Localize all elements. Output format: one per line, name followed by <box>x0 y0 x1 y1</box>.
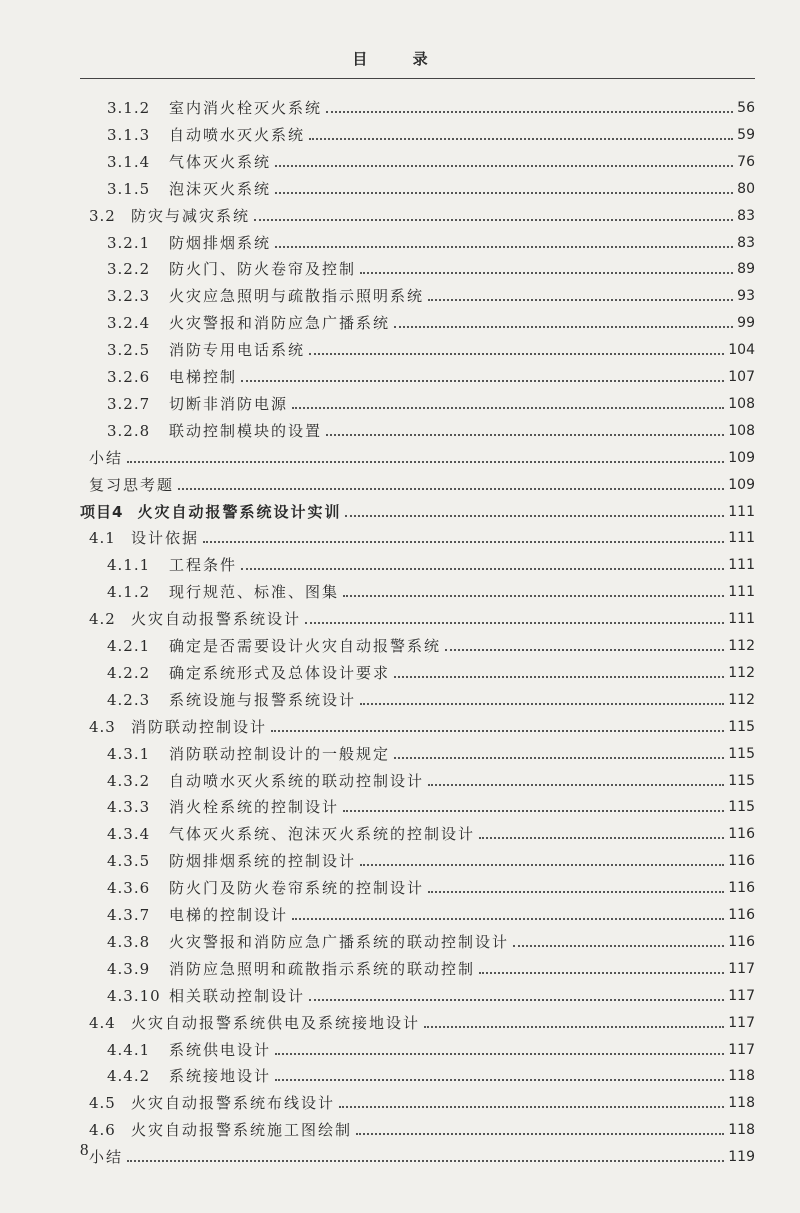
toc-entry-title: 防火门及防火卷帘系统的控制设计 <box>169 879 425 898</box>
toc-leader-dots <box>309 138 733 140</box>
toc-entry <box>107 657 755 683</box>
toc-entry-title: 火灾警报和消防应急广播系统的联动控制设计 <box>169 932 510 951</box>
toc-entry-title: 电梯的控制设计 <box>169 906 289 924</box>
header-rule <box>80 78 755 79</box>
toc-entry-title: 确定是否需要设计火灾自动报警系统 <box>169 637 442 655</box>
toc-leader-dots <box>275 165 733 167</box>
toc-entry-page: 76 <box>737 153 755 170</box>
toc-entry-number: 4.3.4 <box>107 825 151 844</box>
toc-leader-dots <box>127 461 724 463</box>
toc-leader-dots <box>479 837 724 839</box>
toc-entry-title: 相关联动控制设计 <box>169 986 306 1005</box>
toc-entry <box>107 899 755 925</box>
toc-entry-number: 4.4.2 <box>107 1067 151 1086</box>
toc-entry-title: 联动控制模块的设置 <box>169 421 323 440</box>
toc-entry <box>89 711 755 737</box>
toc-entry-page: 115 <box>728 718 755 735</box>
toc-entry <box>107 92 755 118</box>
toc-leader-dots <box>203 541 724 543</box>
toc-leader-dots <box>178 488 724 490</box>
toc-leader-dots <box>445 649 724 651</box>
toc-entry-number: 4.3.2 <box>107 771 151 790</box>
toc-entry-title: 电梯控制 <box>169 368 238 386</box>
toc-entry-number: 4.3.8 <box>107 932 151 951</box>
toc-leader-dots <box>479 972 724 974</box>
toc-entry-page: 112 <box>728 638 755 654</box>
toc-leader-dots <box>428 891 724 893</box>
toc-entry-number: 4.3.10 <box>107 986 161 1005</box>
toc-leader-dots <box>394 676 724 678</box>
toc-entry-title: 室内消火栓灭火系统 <box>169 99 323 117</box>
toc-entry <box>107 818 755 844</box>
toc-entry <box>107 146 755 172</box>
toc-entry-number: 3.1.5 <box>107 179 151 198</box>
toc-entry-title: 消火栓系统的控制设计 <box>169 798 340 817</box>
toc-entry-number: 4.3.9 <box>107 959 151 978</box>
toc-entry <box>89 522 755 548</box>
toc-leader-dots <box>305 622 724 624</box>
toc-entry-title: 消防联动控制设计 <box>131 717 268 736</box>
toc-leader-dots <box>275 1053 724 1055</box>
toc-entry-title: 复习思考题 <box>89 475 175 494</box>
toc-entry <box>107 307 755 333</box>
toc-entry-page: 116 <box>728 826 755 843</box>
toc-entry-number: 4.5 <box>89 1094 116 1113</box>
toc-entry-title: 防烟排烟系统的控制设计 <box>169 852 357 871</box>
toc-entry-number: 项目4 <box>80 502 124 521</box>
toc-entry-number: 4.4.1 <box>107 1040 151 1059</box>
toc-leader-dots <box>428 784 724 786</box>
toc-entry-title: 气体灭火系统、泡沫灭火系统的控制设计 <box>169 825 476 844</box>
toc-leader-dots <box>339 1106 724 1108</box>
toc-entry-number: 4.2.2 <box>107 663 151 682</box>
toc-entry-page: 116 <box>728 880 755 897</box>
toc-leader-dots <box>241 380 724 382</box>
toc-entry <box>107 684 755 710</box>
toc-entry-page: 93 <box>737 288 755 305</box>
toc-entry <box>89 469 755 495</box>
toc-entry <box>89 1114 755 1140</box>
toc-entry <box>107 388 755 414</box>
toc-leader-dots <box>326 111 733 113</box>
toc-entry <box>107 765 755 791</box>
toc-entry-title: 防火门、防火卷帘及控制 <box>169 260 357 279</box>
toc-entry-number: 3.1.4 <box>107 152 151 171</box>
toc-entry-page: 116 <box>728 907 755 923</box>
toc-entry-title: 火灾自动报警系统设计实训 <box>137 502 342 521</box>
toc-entry-page: 89 <box>737 261 755 278</box>
toc-entry <box>107 253 755 279</box>
toc-leader-dots <box>428 299 733 301</box>
toc-leader-dots <box>275 246 733 248</box>
toc-entry <box>89 603 755 629</box>
toc-entry-title: 设计依据 <box>131 529 200 548</box>
toc-entry-page: 99 <box>737 315 755 332</box>
toc-entry <box>107 280 755 306</box>
toc-entry-page: 112 <box>728 664 755 681</box>
toc-entry-page: 83 <box>737 234 755 251</box>
toc-leader-dots <box>271 730 724 732</box>
toc-entry-number: 3.2.8 <box>107 421 151 440</box>
toc-entry <box>107 872 755 898</box>
toc-leader-dots <box>394 757 724 759</box>
toc-entry <box>107 549 755 575</box>
toc-entry-number: 4.3.3 <box>107 798 151 817</box>
toc-entry-page: 118 <box>728 1068 755 1085</box>
toc-entry-number: 4.2 <box>89 610 116 629</box>
toc-leader-dots <box>241 568 724 570</box>
toc-entry <box>107 119 755 145</box>
toc-entry-title: 系统供电设计 <box>169 1040 272 1059</box>
toc-entry-title: 切断非消防电源 <box>169 394 289 413</box>
toc-entry-number: 4.3.5 <box>107 852 151 871</box>
toc-leader-dots <box>292 407 724 409</box>
toc-entry-page: 56 <box>737 100 755 116</box>
toc-entry-page: 115 <box>728 799 755 816</box>
toc-entry-title: 火灾自动报警系统施工图绘制 <box>131 1121 353 1140</box>
toc-entry-title: 消防专用电话系统 <box>169 341 306 360</box>
toc-leader-dots <box>356 1133 724 1135</box>
toc-entry <box>89 1141 755 1167</box>
toc-entry <box>107 845 755 871</box>
toc-entry-page: 107 <box>728 369 755 385</box>
toc-leader-dots <box>513 945 724 947</box>
toc-entry <box>107 415 755 441</box>
toc-entry <box>107 361 755 387</box>
toc-entry <box>107 1034 755 1060</box>
toc-leader-dots <box>275 1079 724 1081</box>
toc-entry <box>80 496 755 522</box>
toc-entry-number: 4.6 <box>89 1121 116 1140</box>
toc-entry <box>89 442 755 468</box>
toc-entry-title: 火灾自动报警系统布线设计 <box>131 1094 336 1113</box>
toc-entry-number: 3.2.5 <box>107 341 151 360</box>
toc-entry <box>107 227 755 253</box>
toc-entry-page: 118 <box>728 1122 755 1139</box>
page-number: 8 <box>80 1140 89 1159</box>
toc-entry-number: 4.3.7 <box>107 906 151 924</box>
toc-entry-number: 3.2.2 <box>107 260 151 279</box>
toc-entry-title: 火灾自动报警系统设计 <box>131 610 302 629</box>
toc-entry-title: 消防联动控制设计的一般规定 <box>169 744 391 763</box>
toc-entry-page: 116 <box>728 933 755 950</box>
toc-entry-title: 系统设施与报警系统设计 <box>169 690 357 709</box>
toc-entry-number: 4.2.1 <box>107 637 151 655</box>
toc-leader-dots <box>345 515 724 517</box>
toc-entry-page: 59 <box>737 126 755 143</box>
toc-entry-page: 111 <box>728 557 755 574</box>
toc-entry-title: 防烟排烟系统 <box>169 233 272 252</box>
toc-entry-page: 117 <box>728 960 755 977</box>
toc-entry <box>107 980 755 1006</box>
toc-entry-title: 火灾应急照明与疏散指示照明系统 <box>169 287 425 306</box>
toc-entry-title: 自动喷水灭火系统的联动控制设计 <box>169 771 425 790</box>
toc-entry-page: 104 <box>728 342 755 359</box>
toc-entry-title: 防灾与减灾系统 <box>131 206 251 225</box>
toc-leader-dots <box>360 272 733 274</box>
toc-entry <box>107 926 755 952</box>
toc-entry-title: 火灾警报和消防应急广播系统 <box>169 314 391 333</box>
toc-entry-number: 3.2.3 <box>107 287 151 306</box>
toc-entry-page: 111 <box>728 530 755 547</box>
toc-entry-title: 确定系统形式及总体设计要求 <box>169 663 391 682</box>
toc-entry-number: 3.2.1 <box>107 233 151 252</box>
toc-entry-number: 3.2.6 <box>107 368 151 386</box>
page-header-title: 目 录 <box>352 50 448 68</box>
toc-entry-title: 小结 <box>89 448 124 467</box>
toc-entry-number: 3.2.4 <box>107 314 151 333</box>
toc-entry-title: 工程条件 <box>169 556 238 575</box>
toc-entry-number: 3.1.2 <box>107 99 151 117</box>
toc-entry-page: 115 <box>728 745 755 762</box>
toc-entry <box>107 630 755 656</box>
toc-entry <box>107 1060 755 1086</box>
toc-entry-page: 117 <box>728 1014 755 1031</box>
toc-leader-dots <box>309 999 724 1001</box>
toc-entry-number: 3.2.7 <box>107 394 151 413</box>
toc-entry-number: 3.2 <box>89 206 116 225</box>
toc-entry-title: 气体灭火系统 <box>169 152 272 171</box>
toc-entry <box>107 791 755 817</box>
toc-entry-title: 泡沫灭火系统 <box>169 179 272 198</box>
toc-entry-number: 4.1.1 <box>107 556 151 575</box>
toc-entry-title: 现行规范、标准、图集 <box>169 583 340 602</box>
toc-entry <box>107 334 755 360</box>
toc-entry <box>89 1087 755 1113</box>
toc-leader-dots <box>309 353 724 355</box>
toc-entry-number: 4.4 <box>89 1013 116 1032</box>
toc-entry-page: 119 <box>728 1149 755 1166</box>
toc-entry-title: 火灾自动报警系统供电及系统接地设计 <box>131 1013 421 1032</box>
toc-entry-page: 108 <box>728 395 755 412</box>
toc-leader-dots <box>394 326 733 328</box>
toc-entry-page: 118 <box>728 1095 755 1112</box>
toc-leader-dots <box>343 595 724 597</box>
toc-entry-number: 4.2.3 <box>107 690 151 709</box>
toc-entry-page: 80 <box>737 180 755 197</box>
toc-entry-page: 115 <box>728 772 755 789</box>
toc-entry-title: 自动喷水灭火系统 <box>169 125 306 144</box>
toc-leader-dots <box>292 918 724 920</box>
toc-entry-page: 111 <box>728 584 755 601</box>
toc-entry-number: 4.3 <box>89 717 116 736</box>
toc-entry-page: 111 <box>728 611 755 628</box>
toc-leader-dots <box>424 1026 724 1028</box>
toc-leader-dots <box>360 703 724 705</box>
toc-entry-page: 117 <box>728 1041 755 1058</box>
toc-leader-dots <box>127 1160 724 1162</box>
toc-entry <box>107 173 755 199</box>
toc-leader-dots <box>343 810 724 812</box>
toc-entry-page: 117 <box>728 987 755 1004</box>
toc-entry <box>89 1007 755 1033</box>
toc-leader-dots <box>275 192 733 194</box>
toc-entry-page: 108 <box>728 422 755 439</box>
toc-entry <box>107 738 755 764</box>
toc-entry-page: 111 <box>728 503 755 520</box>
toc-entry-number: 4.3.1 <box>107 744 151 763</box>
toc-entry-title: 小结 <box>89 1148 124 1167</box>
toc-entry <box>89 200 755 226</box>
toc-entry-number: 4.3.6 <box>107 879 151 898</box>
toc-leader-dots <box>254 219 733 221</box>
toc-entry-number: 4.1.2 <box>107 583 151 602</box>
toc-entry-page: 116 <box>728 853 755 870</box>
toc-leader-dots <box>326 434 724 436</box>
toc-leader-dots <box>360 864 724 866</box>
toc-entry-title: 系统接地设计 <box>169 1067 272 1086</box>
toc-entry-page: 109 <box>728 476 755 493</box>
toc-entry-number: 4.1 <box>89 529 116 548</box>
toc-entry-number: 3.1.3 <box>107 125 151 144</box>
toc-entry-page: 112 <box>728 691 755 708</box>
toc-entry-page: 109 <box>728 449 755 466</box>
toc-entry <box>107 576 755 602</box>
toc-entry-page: 83 <box>737 207 755 224</box>
toc-entry <box>107 953 755 979</box>
toc-entry-title: 消防应急照明和疏散指示系统的联动控制 <box>169 959 476 978</box>
